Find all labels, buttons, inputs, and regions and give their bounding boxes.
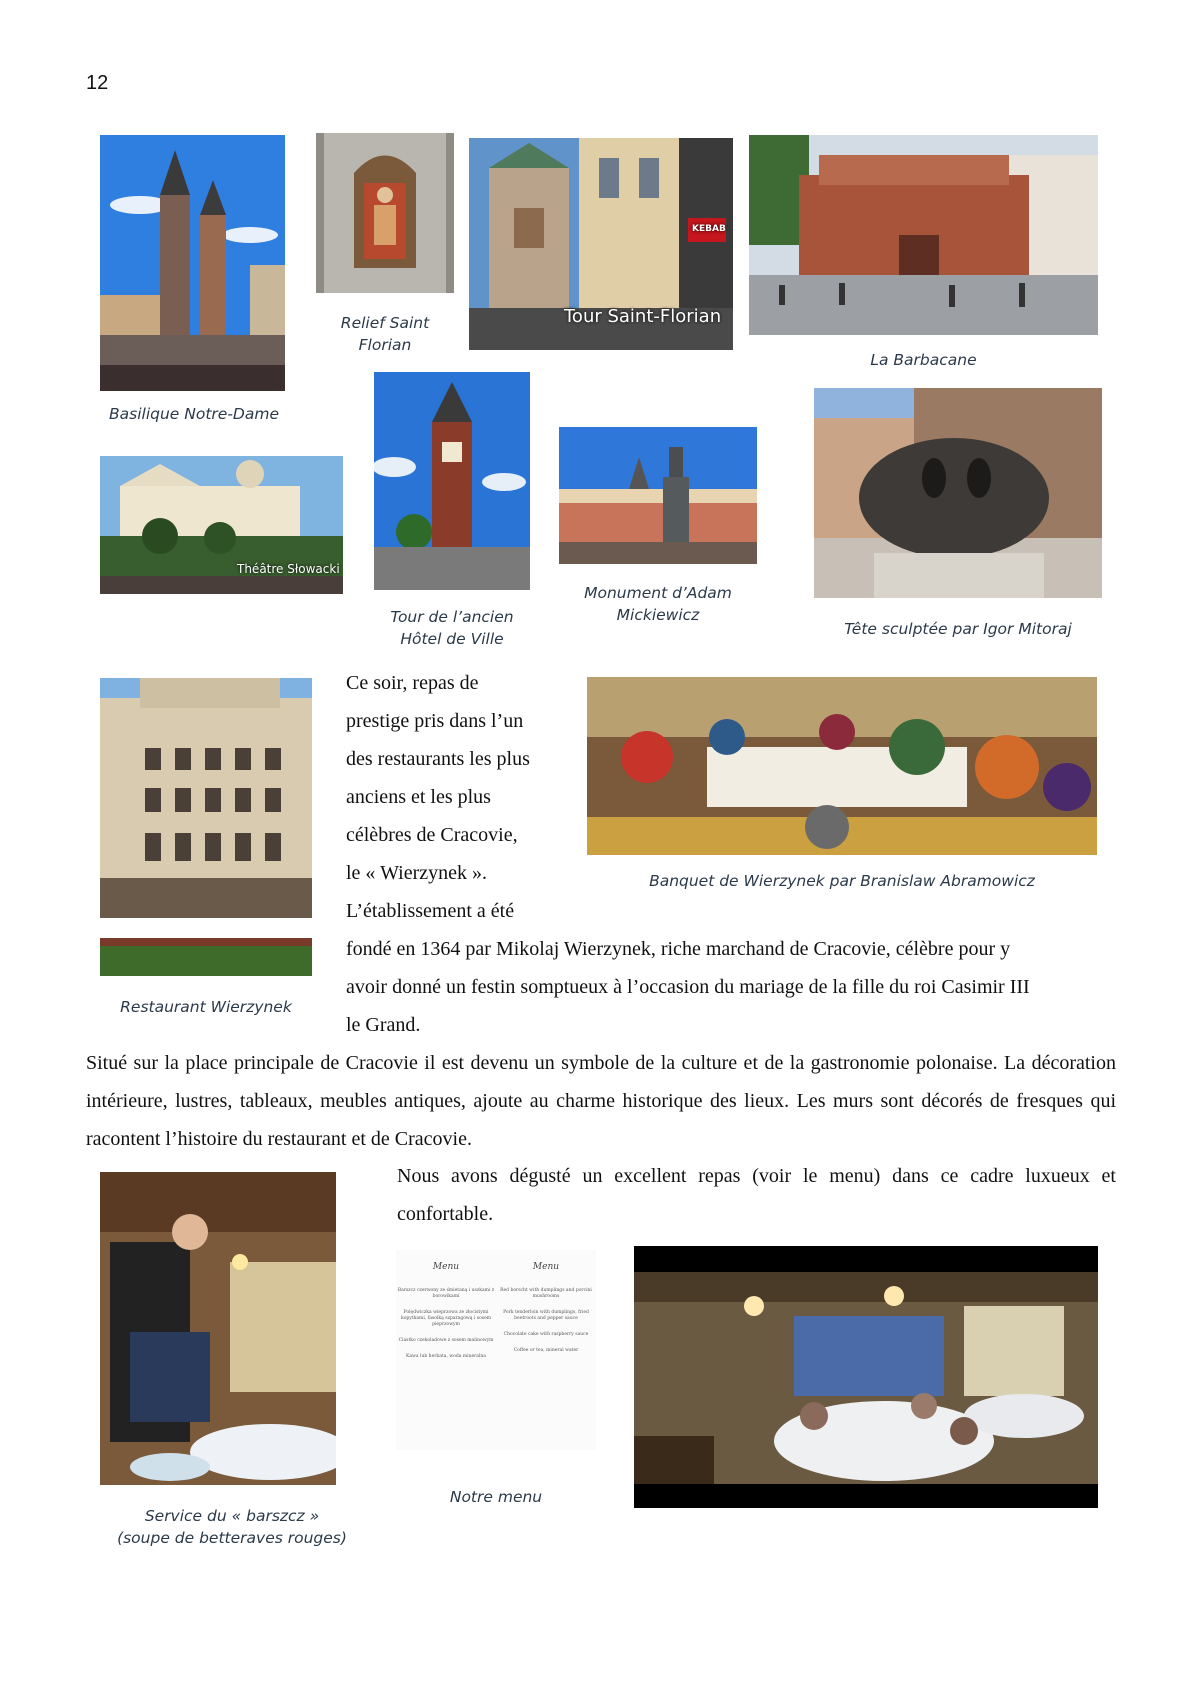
caption-relief-line2: Florian xyxy=(358,336,412,354)
menu-card xyxy=(396,1250,596,1450)
photo-hotel-ville xyxy=(374,372,530,590)
caption-mickiewicz-line2: Mickiewicz xyxy=(616,606,700,624)
overlay-slowacki: Théâtre Słowacki xyxy=(237,562,340,576)
text-line-4: anciens et les plus xyxy=(346,786,491,808)
menu-column-english xyxy=(496,1250,596,1364)
caption-hotel-line1: Tour de l’ancien xyxy=(390,608,514,626)
menu-item-en-2: Pork tenderloin with dumplings, fried beetroots and pepper sauce xyxy=(503,1310,589,1321)
photo-banquet xyxy=(587,677,1097,855)
text-line-9: avoir donné un festin somptueux à l’occasion du mariage de la fille du roi Casimir III xyxy=(346,976,1030,998)
photo-mitoraj xyxy=(814,388,1102,598)
caption-mitoraj: Tête sculptée par Igor Mitoraj xyxy=(844,620,1072,638)
photo-florian xyxy=(469,138,733,350)
caption-barbacane: La Barbacane xyxy=(870,351,977,369)
caption-barszcz xyxy=(100,1505,364,1549)
text-line-7: L’établissement a été xyxy=(346,900,515,922)
caption-banquet: Banquet de Wierzynek par Branislaw Abramowicz xyxy=(649,872,1035,890)
wide-text xyxy=(346,930,1116,1044)
overlay-kebab: KEBAB xyxy=(692,224,726,234)
caption-relief-line1: Relief Saint xyxy=(340,314,430,332)
photo-basilique xyxy=(100,135,285,391)
caption-basilique: Basilique Notre-Dame xyxy=(109,405,279,423)
text-line-10: le Grand. xyxy=(346,1014,421,1036)
caption-menu: Notre menu xyxy=(449,1488,543,1506)
menu-column-polish xyxy=(396,1250,496,1370)
narrow-text xyxy=(346,664,566,930)
photo-restaurant xyxy=(100,678,312,976)
text-line-6: le « Wierzynek ». xyxy=(346,862,487,884)
paragraph-3: Nous avons dégusté un excellent repas (voir le menu) dans ce cadre luxueux et confortable. xyxy=(397,1165,1116,1225)
photo-mickiewicz xyxy=(559,427,757,564)
caption-relief xyxy=(316,312,454,356)
caption-mickiewicz xyxy=(559,582,757,626)
caption-barszcz-line1: Service du « barszcz » xyxy=(144,1507,320,1525)
menu-item-en-1: Red borscht with dumplings and porcini mushrooms xyxy=(500,1288,592,1299)
paragraph-2: Situé sur la place principale de Cracovie il est devenu un symbole de la culture et de la gastronomie polonaise. La décoration intérieure, lustres, tableaux, meubles antiques, ajoute au charme historique des lieux. Les murs sont décorés de fresques qui racontent l’histoire du restaurant et de Cracovie. xyxy=(86,1052,1116,1150)
menu-item-en-4: Coffee or tea, mineral water xyxy=(513,1348,579,1353)
caption-restaurant: Restaurant Wierzynek xyxy=(120,998,292,1016)
caption-barszcz-line2: (soupe de betteraves rouges) xyxy=(117,1529,347,1547)
page-number: 12 xyxy=(86,72,109,94)
menu-title-english: Menu xyxy=(532,1262,560,1272)
text-line-3: des restaurants les plus xyxy=(346,748,530,770)
photo-barszcz xyxy=(100,1172,336,1485)
text-line-5: célèbres de Cracovie, xyxy=(346,824,518,846)
caption-hotel-line2: Hôtel de Ville xyxy=(400,630,504,648)
menu-item-pl-4: Kawa lub herbata, woda mineralna xyxy=(406,1354,486,1359)
text-line-1: Ce soir, repas de xyxy=(346,672,479,694)
menu-item-en-3: Chocolate cake with raspberry sauce xyxy=(503,1332,589,1337)
caption-hotel-ville xyxy=(356,606,548,650)
menu-item-pl-2: Polędwiczka wieprzowa ze złocistymi kopytkami, fasolką szparagową i sosem pieprzowym xyxy=(400,1310,492,1327)
photo-barbacane xyxy=(749,135,1098,335)
photo-slowacki xyxy=(100,456,343,594)
text-line-8: fondé en 1364 par Mikolaj Wierzynek, riche marchand de Cracovie, célèbre pour y xyxy=(346,938,1011,960)
menu-item-pl-1: Barszcz czerwony ze śmietaną i uszkami z borowikami xyxy=(397,1288,495,1299)
photo-relief xyxy=(316,133,454,293)
menu-item-pl-3: Ciastko czekoladowe z sosem malinowym xyxy=(398,1338,494,1343)
menu-title-polish: Menu xyxy=(432,1262,460,1272)
photo-dining-room xyxy=(634,1246,1098,1508)
caption-mickiewicz-line1: Monument d’Adam xyxy=(584,584,732,602)
text-line-2: prestige pris dans l’un xyxy=(346,710,524,732)
overlay-florian: Tour Saint-Florian xyxy=(564,306,722,327)
